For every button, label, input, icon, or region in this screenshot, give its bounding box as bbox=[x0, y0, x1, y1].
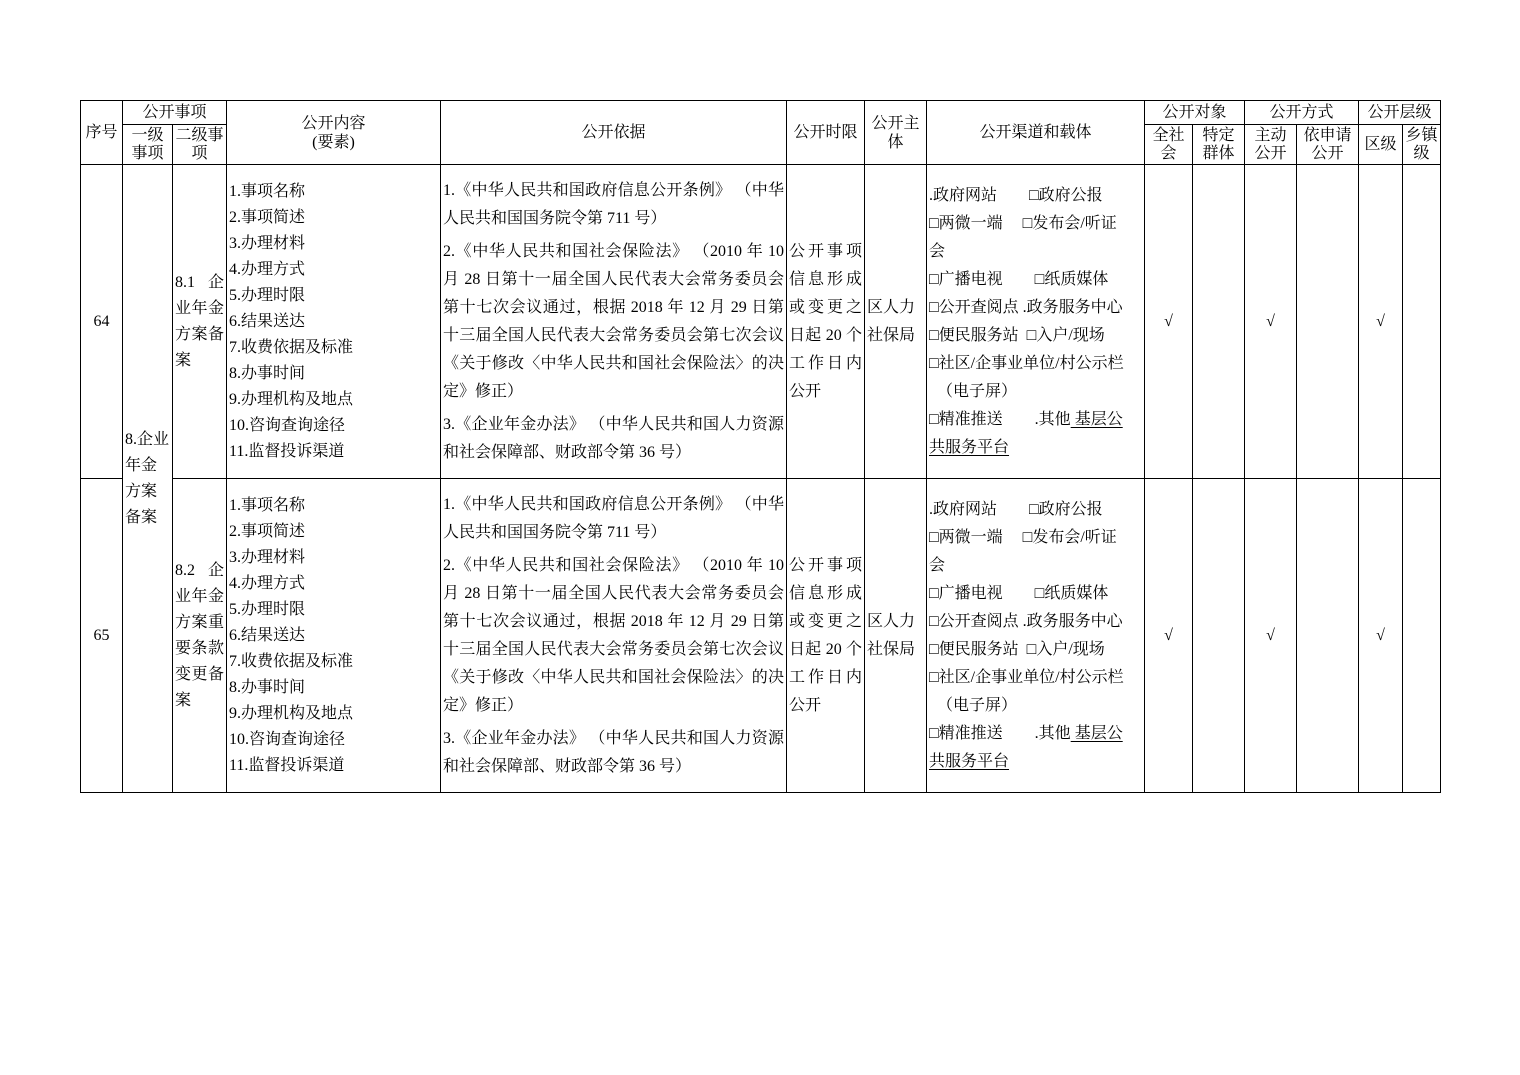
channel-other-fill-in: 基层公 bbox=[1070, 724, 1123, 742]
level1-item-cell: 8.企业年金方案备案 bbox=[123, 165, 173, 793]
channel-other-line bbox=[929, 720, 1142, 748]
channel-line: □便民服务站 □入户/现场 bbox=[929, 640, 1105, 658]
channel-other-fill-in-wrap: 共服务平台 bbox=[929, 752, 1010, 770]
level2-item-cell: 8.2 企业年金方案重要条款变更备案 bbox=[173, 479, 227, 793]
check-by-request bbox=[1297, 165, 1359, 479]
header-disclosure-channels: 公开渠道和载体 bbox=[927, 101, 1145, 165]
check-district-level: √ bbox=[1359, 165, 1403, 479]
channel-line: □社区/企事业单位/村公示栏 bbox=[929, 668, 1124, 686]
content-element-item: 11.监督投诉渠道 bbox=[229, 442, 345, 460]
content-element-item: 10.咨询查询途径 bbox=[229, 416, 346, 434]
header-active-disclosure: 主动公开 bbox=[1245, 125, 1297, 165]
disclosure-table-sheet bbox=[80, 100, 1441, 793]
content-element-item: 3.办理材料 bbox=[229, 234, 306, 252]
subject-cell: 区人力社保局 bbox=[865, 479, 927, 793]
check-township-level bbox=[1403, 479, 1441, 793]
channel-line: □两微一端 □发布会/听证 bbox=[929, 528, 1117, 546]
basis-paragraph: 1.《中华人民共和国政府信息公开条例》 （中华人民共和国国务院令第 711 号） bbox=[443, 181, 785, 227]
header-disclosure-subject: 公开主体 bbox=[865, 101, 927, 165]
header-township-level: 乡镇级 bbox=[1403, 125, 1441, 165]
content-elements-cell bbox=[227, 165, 441, 479]
content-element-item: 2.事项简述 bbox=[229, 208, 306, 226]
check-district-level: √ bbox=[1359, 479, 1403, 793]
basis-paragraphs bbox=[443, 491, 784, 781]
header-disclosure-content bbox=[227, 101, 441, 165]
header-all-society: 全社会 bbox=[1145, 125, 1193, 165]
row-number-cell: 64 bbox=[81, 165, 123, 479]
basis-paragraph: 2.《中华人民共和国社会保险法》 （2010 年 10 月 28 日第十一届全国人民代表大会常务委员会第十七次会议通过，根据 2018 年 12 月 29 日第十三届全国人民代表大会常务委员会第七次会议《关于修改〈中华人民共和国社会保险法〉的决定》修正） bbox=[443, 556, 785, 714]
channel-line: □广播电视 □纸质媒体 bbox=[929, 584, 1109, 602]
header-disclosure-content-line1: 公开内容 bbox=[301, 114, 366, 132]
channel-line: .政府网站 □政府公报 bbox=[929, 500, 1103, 518]
channel-other-prefix: □精准推送 .其他 bbox=[929, 724, 1071, 742]
content-element-item: 1.事项名称 bbox=[229, 182, 306, 200]
channel-other-fill-in: 基层公 bbox=[1070, 410, 1123, 428]
content-element-item: 11.监督投诉渠道 bbox=[229, 756, 345, 774]
content-element-item: 4.办理方式 bbox=[229, 574, 306, 592]
header-disclosure-item: 公开事项 bbox=[123, 101, 227, 125]
basis-paragraph: 3.《企业年金办法》 （中华人民共和国人力资源和社会保障部、财政部令第 36 号） bbox=[443, 729, 785, 775]
channel-line: □公开查阅点 .政务服务中心 bbox=[929, 612, 1123, 630]
subject-cell: 区人力社保局 bbox=[865, 165, 927, 479]
channel-other-line bbox=[929, 406, 1142, 434]
content-element-item: 6.结果送达 bbox=[229, 312, 306, 330]
channels-cell bbox=[927, 165, 1145, 479]
check-by-request bbox=[1297, 479, 1359, 793]
channel-line: □便民服务站 □入户/现场 bbox=[929, 326, 1105, 344]
level2-item-cell: 8.1 企业年金方案备案 bbox=[173, 165, 227, 479]
channel-line: （电子屏） bbox=[929, 696, 1018, 714]
header-level1-item: 一级事项 bbox=[123, 125, 173, 165]
check-township-level bbox=[1403, 165, 1441, 479]
check-active-disclosure: √ bbox=[1245, 479, 1297, 793]
content-element-item: 5.办理时限 bbox=[229, 600, 306, 618]
header-district-level: 区级 bbox=[1359, 125, 1403, 165]
channel-line: 会 bbox=[929, 242, 946, 260]
content-element-item: 6.结果送达 bbox=[229, 626, 306, 644]
time-limit-cell: 公开事项信息形成或变更之日起 20 个工作日内公开 bbox=[787, 165, 865, 479]
content-element-item: 8.办事时间 bbox=[229, 678, 306, 696]
basis-paragraph: 1.《中华人民共和国政府信息公开条例》 （中华人民共和国国务院令第 711 号） bbox=[443, 495, 785, 541]
channels-cell bbox=[927, 479, 1145, 793]
check-all-society: √ bbox=[1145, 165, 1193, 479]
channel-lines bbox=[929, 182, 1142, 406]
channel-line: .政府网站 □政府公报 bbox=[929, 186, 1103, 204]
row-number-cell: 65 bbox=[81, 479, 123, 793]
content-element-item: 8.办事时间 bbox=[229, 364, 306, 382]
channel-other-line-wrap bbox=[929, 434, 1142, 462]
content-element-item: 9.办理机构及地点 bbox=[229, 704, 354, 722]
content-element-item: 3.办理材料 bbox=[229, 548, 306, 566]
channel-other-fill-in-wrap: 共服务平台 bbox=[929, 438, 1010, 456]
header-specific-group: 特定群体 bbox=[1193, 125, 1245, 165]
basis-paragraphs bbox=[443, 177, 784, 467]
header-disclosure-level: 公开层级 bbox=[1359, 101, 1441, 125]
content-element-item: 10.咨询查询途径 bbox=[229, 730, 346, 748]
header-disclosure-method: 公开方式 bbox=[1245, 101, 1359, 125]
content-elements-list bbox=[229, 179, 438, 465]
check-specific-group bbox=[1193, 165, 1245, 479]
channel-line: □社区/企事业单位/村公示栏 bbox=[929, 354, 1124, 372]
content-element-item: 7.收费依据及标准 bbox=[229, 652, 354, 670]
channel-line: □两微一端 □发布会/听证 bbox=[929, 214, 1117, 232]
channel-lines bbox=[929, 496, 1142, 720]
channel-other-prefix: □精准推送 .其他 bbox=[929, 410, 1071, 428]
header-level2-item: 二级事项 bbox=[173, 125, 227, 165]
public-disclosure-items-table bbox=[80, 100, 1441, 793]
channel-other-line-wrap bbox=[929, 748, 1142, 776]
channel-line: □广播电视 □纸质媒体 bbox=[929, 270, 1109, 288]
header-by-request-disclosure: 依申请公开 bbox=[1297, 125, 1359, 165]
header-disclosure-target: 公开对象 bbox=[1145, 101, 1245, 125]
header-disclosure-time-limit: 公开时限 bbox=[787, 101, 865, 165]
content-element-item: 2.事项简述 bbox=[229, 522, 306, 540]
content-element-item: 9.办理机构及地点 bbox=[229, 390, 354, 408]
content-element-item: 5.办理时限 bbox=[229, 286, 306, 304]
basis-paragraph: 3.《企业年金办法》 （中华人民共和国人力资源和社会保障部、财政部令第 36 号） bbox=[443, 415, 785, 461]
channel-line: 会 bbox=[929, 556, 946, 574]
content-elements-list bbox=[229, 493, 438, 779]
header-disclosure-basis: 公开依据 bbox=[441, 101, 787, 165]
basis-paragraph: 2.《中华人民共和国社会保险法》 （2010 年 10 月 28 日第十一届全国人民代表大会常务委员会第十七次会议通过，根据 2018 年 12 月 29 日第十三届全国人民代表大会常务委员会第七次会议《关于修改〈中华人民共和国社会保险法〉的决定》修正） bbox=[443, 242, 785, 400]
check-all-society: √ bbox=[1145, 479, 1193, 793]
header-disclosure-content-line2: (要素) bbox=[312, 133, 355, 151]
check-active-disclosure: √ bbox=[1245, 165, 1297, 479]
content-elements-cell bbox=[227, 479, 441, 793]
channel-line: （电子屏） bbox=[929, 382, 1018, 400]
channel-line: □公开查阅点 .政务服务中心 bbox=[929, 298, 1123, 316]
header-serial-number: 序号 bbox=[81, 101, 123, 165]
check-specific-group bbox=[1193, 479, 1245, 793]
time-limit-cell: 公开事项信息形成或变更之日起 20 个工作日内公开 bbox=[787, 479, 865, 793]
basis-cell bbox=[441, 479, 787, 793]
content-element-item: 1.事项名称 bbox=[229, 496, 306, 514]
content-element-item: 4.办理方式 bbox=[229, 260, 306, 278]
content-element-item: 7.收费依据及标准 bbox=[229, 338, 354, 356]
table-row-65 bbox=[81, 479, 1441, 793]
table-row-64 bbox=[81, 165, 1441, 479]
basis-cell bbox=[441, 165, 787, 479]
